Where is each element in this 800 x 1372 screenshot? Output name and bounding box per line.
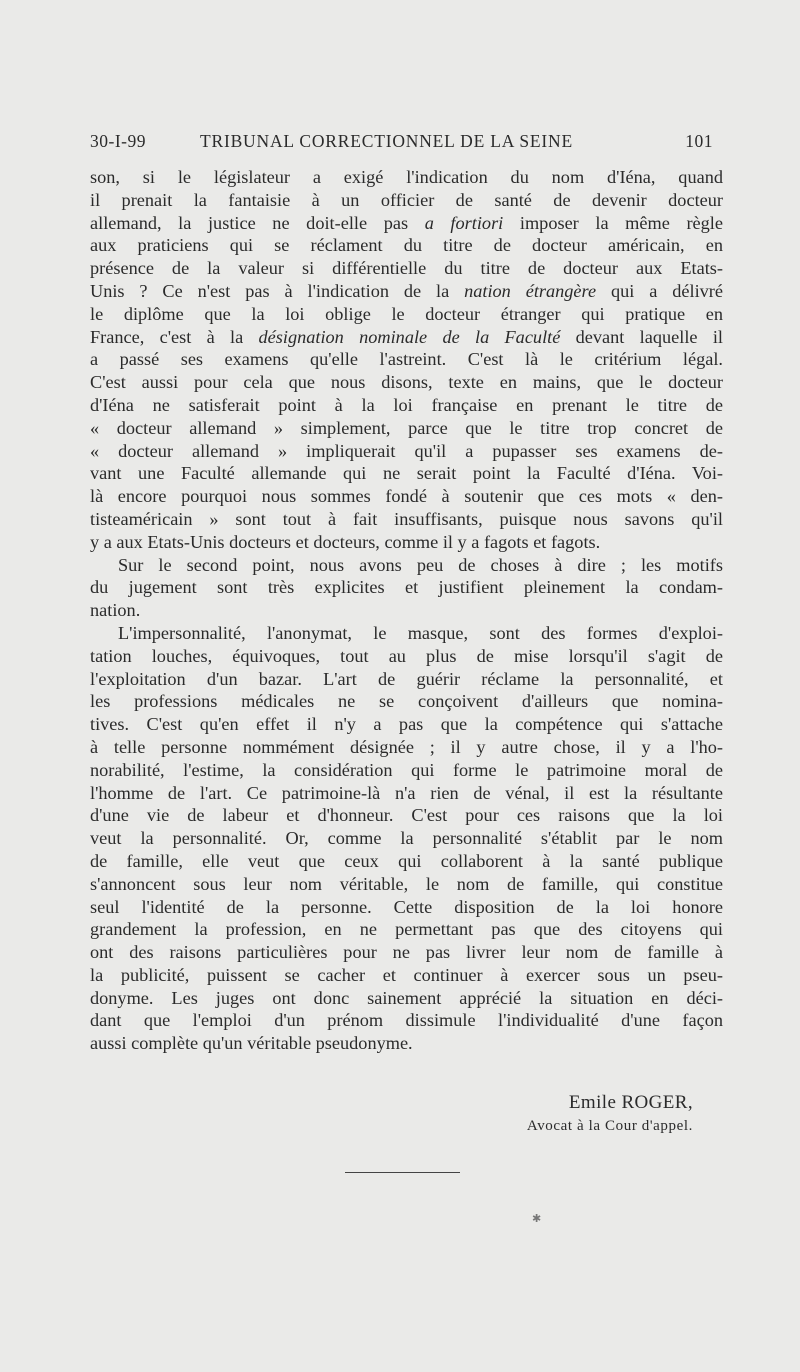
text-line: du jugement sont très explicites et justifient pleinement la condam-: [90, 577, 723, 598]
text-line: allemand, la justice ne doit-elle pas a fortiori imposer la même règle: [90, 212, 723, 233]
text-line: tation louches, équivoques, tout au plus de mise lorsqu'il s'agit de: [90, 645, 723, 666]
text-line: ont des raisons particulières pour ne pas livrer leur nom de famille à: [90, 942, 723, 963]
header-title: TRIBUNAL CORRECTIONNEL DE LA SEINE: [200, 131, 573, 151]
text-line: tives. C'est qu'en effet il n'y a pas que la compétence qui s'attache: [90, 714, 723, 735]
paragraph: [90, 166, 723, 554]
text-line: son, si le législateur a exigé l'indication du nom d'Iéna, quand: [90, 167, 723, 187]
text-line: à telle personne nommément désignée ; il y autre chose, il y a l'ho-: [90, 736, 723, 757]
text-line: vant une Faculté allemande qui ne serait point la Faculté d'Iéna. Voi-: [90, 463, 723, 484]
text-line: Sur le second point, nous avons peu de choses à dire ; les motifs: [118, 554, 723, 575]
signature-block: [527, 1092, 693, 1135]
text-line: s'annoncent sous leur nom véritable, le nom de famille, qui constitue: [90, 873, 723, 894]
text-line: la publicité, puissent se cacher et continuer à exercer sous un pseu-: [90, 964, 723, 985]
text-line: dant que l'emploi d'un prénom dissimule l'individualité d'une façon: [90, 1010, 723, 1031]
paragraph: [90, 554, 723, 622]
text-line: nation.: [90, 600, 141, 621]
text-line: l'homme de l'art. Ce patrimoine-là n'a rien de vénal, il est la résultante: [90, 782, 723, 803]
text-line: a passé ses examens qu'elle l'astreint. C'est là le critérium légal.: [90, 349, 723, 370]
italic-phrase: désignation nominale de la Faculté: [258, 326, 561, 347]
text-line: y a aux Etats-Unis docteurs et docteurs, comme il y a fagots et fagots.: [90, 531, 601, 552]
closing-rule: [345, 1172, 460, 1173]
text-line: d'une vie de labeur et d'honneur. C'est pour ces raisons que la loi: [90, 805, 723, 826]
text-line: là encore pourquoi nous sommes fondé à soutenir que ces mots « den-: [90, 486, 723, 507]
page-number: 101: [685, 131, 713, 151]
text-line: grandement la profession, en ne permettant pas que des citoyens qui: [90, 919, 723, 940]
text-line: tisteaméricain » sont tout à fait insuffisants, puisque nous savons qu'il: [90, 508, 723, 529]
text-line: « docteur allemand » impliquerait qu'il a pupasser ses examens de-: [90, 440, 723, 461]
text-line: veut la personnalité. Or, comme la personnalité s'établit par le nom: [90, 828, 723, 849]
running-head: [90, 131, 713, 157]
text-line: seul l'identité de la personne. Cette disposition de la loi honore: [90, 896, 723, 917]
ornament-mark: ✱: [532, 1213, 542, 1225]
text-line: le diplôme que la loi oblige le docteur étranger qui pratique en: [90, 303, 723, 324]
text-line: France, c'est à la désignation nominale de la Faculté devant laquelle il: [90, 326, 723, 347]
text-line: aussi complète qu'un véritable pseudonyme.: [90, 1033, 413, 1054]
text-line: d'Iéna ne satisferait point à la loi française en prenant le titre de: [90, 394, 723, 415]
text-line: norabilité, l'estime, la considération qui forme le patrimoine moral de: [90, 759, 723, 780]
text-line: L'impersonnalité, l'anonymat, le masque, sont des formes d'exploi-: [118, 622, 723, 643]
text-line: de famille, elle veut que ceux qui collaborent à la santé publique: [90, 850, 723, 871]
text-line: C'est aussi pour cela que nous disons, texte en mains, que le docteur: [90, 372, 723, 393]
italic-phrase: a fortiori: [424, 212, 504, 233]
text-line: l'exploitation d'un bazar. L'art de guérir réclame la personnalité, et: [90, 668, 723, 689]
signature-name: Emile ROGER,: [568, 1092, 693, 1113]
header-date: 30-I-99: [90, 131, 146, 151]
signature-role: Avocat à la Cour d'appel.: [526, 1118, 693, 1134]
text-line: aux praticiens qui se réclament du titre de docteur américain, en: [90, 235, 723, 256]
body-text: [90, 166, 723, 1055]
text-line: les professions médicales ne se conçoivent d'ailleurs que nomina-: [90, 691, 723, 712]
italic-phrase: nation étrangère: [464, 280, 597, 301]
text-line: « docteur allemand » simplement, parce que le titre trop concret de: [90, 417, 723, 438]
text-line: présence de la valeur si différentielle du titre de docteur aux Etats-: [90, 258, 723, 279]
text-line: il prenait la fantaisie à un officier de santé de devenir docteur: [90, 189, 723, 210]
text-line: Unis ? Ce n'est pas à l'indication de la nation étrangère qui a délivré: [90, 280, 723, 301]
paragraph: [90, 622, 723, 1055]
text-line: donyme. Les juges ont donc sainement apprécié la situation en déci-: [90, 987, 723, 1008]
